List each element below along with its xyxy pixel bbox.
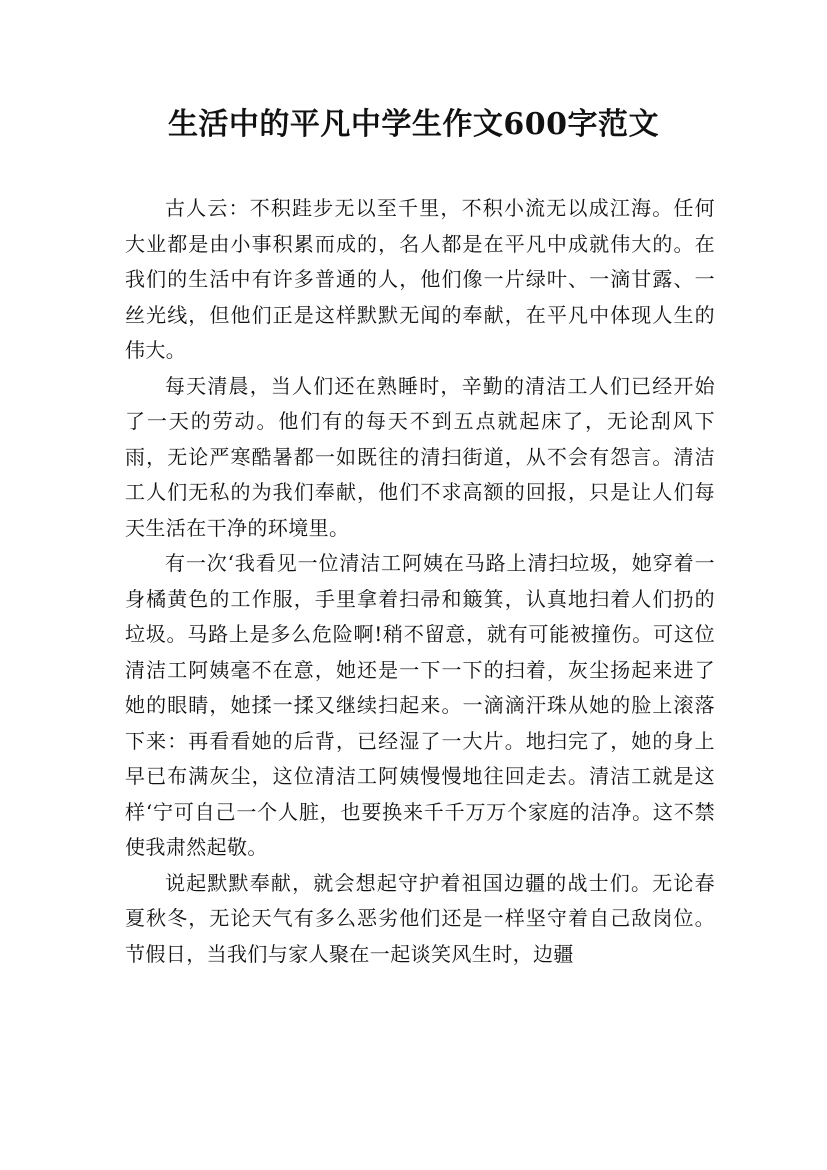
document-body: [125, 191, 715, 972]
paragraph-4: 说起默默奉献，就会想起守护着祖国边疆的战士们。无论春夏秋冬，无论天气有多么恶劣他们还是一样坚守着自己敌岗位。节假日，当我们与家人聚在一起谈笑风生时，边疆: [125, 870, 715, 966]
document-title: 生活中的平凡中学生作文600字范文: [167, 107, 660, 142]
paragraph-1: 古人云：不积跬步无以至千里，不积小流无以成江海。任何大业都是由小事积累而成的，名人都是在平凡中成就伟大的。在我们的生活中有许多普通的人，他们像一片绿叶、一滴甘露、一丝光线，但他们正是这样默默无闻的奉献，在平凡中体现人生的伟大。: [125, 196, 715, 362]
paragraph-3: 有一次‘我看见一位清洁工阿姨在马路上清扫垃圾，她穿着一身橘黄色的工作服，手里拿着扫帚和簸箕，认真地扫着人们扔的垃圾。马路上是多么危险啊!稍不留意，就有可能被撞伤。可这位清洁工阿姨毫不在意，她还是一下一下的扫着，灰尘扬起来进了她的眼睛，她揉一揉又继续扫起来。一滴滴汗珠从她的脸上滚落下来：再看看她的后背，已经湿了一大片。地扫完了，她的身上早已布满灰尘，这位清洁工阿姨慢慢地往回走去。清洁工就是这样‘宁可自己一个人脏，也要换来千千万万个家庭的洁净。这不禁使我肃然起敬。: [125, 551, 715, 859]
paragraph-2: 每天清晨，当人们还在熟睡时，辛勤的清洁工人们已经开始了一天的劳动。他们有的每天不到五点就起床了，无论刮风下雨，无论严寒酷暑都一如既往的清扫街道，从不会有怨言。清洁工人们无私的为我们奉献，他们不求高额的回报，只是让人们每天生活在干净的环境里。: [125, 373, 715, 540]
